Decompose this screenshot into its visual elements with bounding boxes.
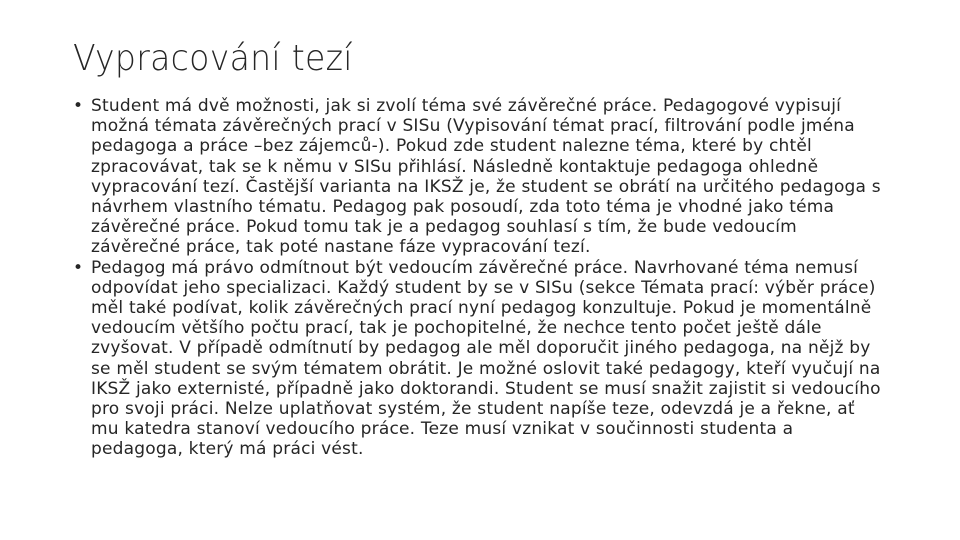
bullet-marker: • xyxy=(73,257,84,278)
bullet-text: Student má dvě možnosti, jak si zvolí téma své závěrečné práce. Pedagogové vypisují možná témata závěrečných prací v SISu (Vypisování témat prací, filtrování podle jména pedagoga a práce –bez zájemců-). Pokud zde student nalezne téma, které by chtěl zpracovávat, tak se k němu v SISu přihlásí. Následně kontaktuje pedagoga ohledně vypracování tezí. Častější varianta na IKSŽ je, že student se obrátí na určitého pedagoga s návrhem vlastního tématu. Pedagog pak posoudí, zda toto téma je vhodné jako téma závěrečné práce. Pokud tomu tak je a pedagog souhlasí s tím, že bude vedoucím závěrečné práce, tak poté nastane fáze vypracování tezí. xyxy=(91,96,881,258)
slide-body xyxy=(73,96,883,460)
bullet-marker: • xyxy=(73,96,84,116)
bullet-item xyxy=(73,96,883,258)
bullet-text: Pedagog má právo odmítnout být vedoucím závěrečné práce. Navrhované téma nemusí odpovídat jeho specializaci. Každý student by se v SISu (sekce Témata prací: výběr práce) měl také podívat, kolik závěrečných prací nyní pedagog konzultuje. Pokud je momentálně vedoucím většího počtu prací, tak je pochopitelné, že nechce tento počet ještě dále zvyšovat. V případě odmítnutí by pedagog ale měl doporučit jiného pedagoga, na nějž by se měl student se svým tématem obrátit. Je možné oslovit také pedagogy, kteří vyučují na IKSŽ jako externisté, případně jako doktorandi. Student se musí snažit zajistit si vedoucího pro svoji práci. Nelze uplatňovat systém, že student napíše teze, odevzdá je a řekne, ať mu katedra stanoví vedoucího práce. Teze musí vznikat v součinnosti studenta a pedagoga, který má práci vést. xyxy=(91,257,881,460)
slide-title: Vypracování tezí xyxy=(73,38,353,79)
bullet-item xyxy=(73,258,883,460)
